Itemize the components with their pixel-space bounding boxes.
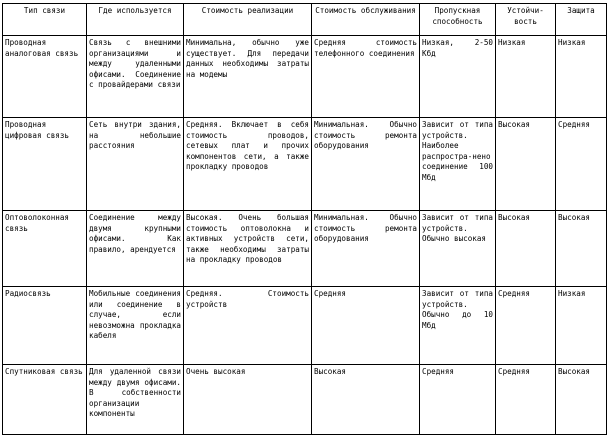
table-cell: Соединение между двумя крупными офисами. Как правило, арендуется — [87, 211, 184, 287]
table-cell: Минимальная. Обычно стоимость ремонта оборудования — [312, 211, 420, 287]
table-cell: Средняя. Стоимость устройств — [184, 287, 312, 365]
header-row — [3, 4, 607, 36]
header-cell: Тип связи — [3, 4, 87, 36]
table-row — [3, 211, 607, 287]
table-cell: Высокая — [496, 211, 556, 287]
table-cell: Высокая — [556, 211, 607, 287]
table-cell: Высокая — [556, 365, 607, 435]
table-cell: Средняя — [556, 118, 607, 211]
table-cell: Мобильные соединения или соединение в случае, если невозможна прокладка кабеля — [87, 287, 184, 365]
table-cell: Минимальная. Обычно стоимость ремонта оборудования — [312, 118, 420, 211]
header-cell: Устойчи-вость — [496, 4, 556, 36]
table-cell: Высокая. Очень большая стоимость оптоволокна и активных устройств сети, также необходимы затраты на прокладку проводов — [184, 211, 312, 287]
table-cell: Высокая — [496, 118, 556, 211]
table-cell: Оптоволоконная связь — [3, 211, 87, 287]
table-cell: Зависит от типа устройств. Обычно до 10 Мбд — [420, 287, 496, 365]
table-cell: Средняя — [312, 287, 420, 365]
table-cell: Низкая — [556, 36, 607, 118]
header-cell: Стоимость реализации — [184, 4, 312, 36]
table-cell: Низкая — [556, 287, 607, 365]
table-cell: Проводная цифровая связь — [3, 118, 87, 211]
table-cell: Средняя. Включает в себя стоимость проводов, сетевых плат и прочих компонентов сети, а также прокладку проводов — [184, 118, 312, 211]
header-cell: Пропускная способность — [420, 4, 496, 36]
table-cell: Средняя — [420, 365, 496, 435]
table-cell: Сеть внутри здания, на небольшие расстояния — [87, 118, 184, 211]
table-cell: Связь с внешними организациями и между удаленными офисами. Соединение с провайдерами связи — [87, 36, 184, 118]
header-cell: Где используется — [87, 4, 184, 36]
table-cell: Средняя — [496, 365, 556, 435]
header-cell: Защита — [556, 4, 607, 36]
table-cell: Минимальна, обычно уже существует. Для передачи данных необходимы затраты на модемы — [184, 36, 312, 118]
table-cell: Очень высокая — [184, 365, 312, 435]
table-cell: Низкая, 2-50 Кбд — [420, 36, 496, 118]
table-cell: Средняя стоимость телефонного соединения — [312, 36, 420, 118]
table-cell: Проводная аналоговая связь — [3, 36, 87, 118]
table-row — [3, 36, 607, 118]
comparison-table — [2, 3, 607, 435]
table-cell: Высокая — [312, 365, 420, 435]
table-cell: Для удаленной связи между двумя офисами. В собственности организации компоненты — [87, 365, 184, 435]
header-cell: Стоимость обслуживания — [312, 4, 420, 36]
table-cell: Спутниковая связь — [3, 365, 87, 435]
table-row — [3, 118, 607, 211]
table-cell: Радиосвязь — [3, 287, 87, 365]
table-cell: Зависит от типа устройств. Наиболее распростра-нено соединение 100 Мбд — [420, 118, 496, 211]
table-cell: Низкая — [496, 36, 556, 118]
table-cell: Зависит от типа устройств. Обычно высокая — [420, 211, 496, 287]
table-cell: Средняя — [496, 287, 556, 365]
table-row — [3, 365, 607, 435]
table-row — [3, 287, 607, 365]
